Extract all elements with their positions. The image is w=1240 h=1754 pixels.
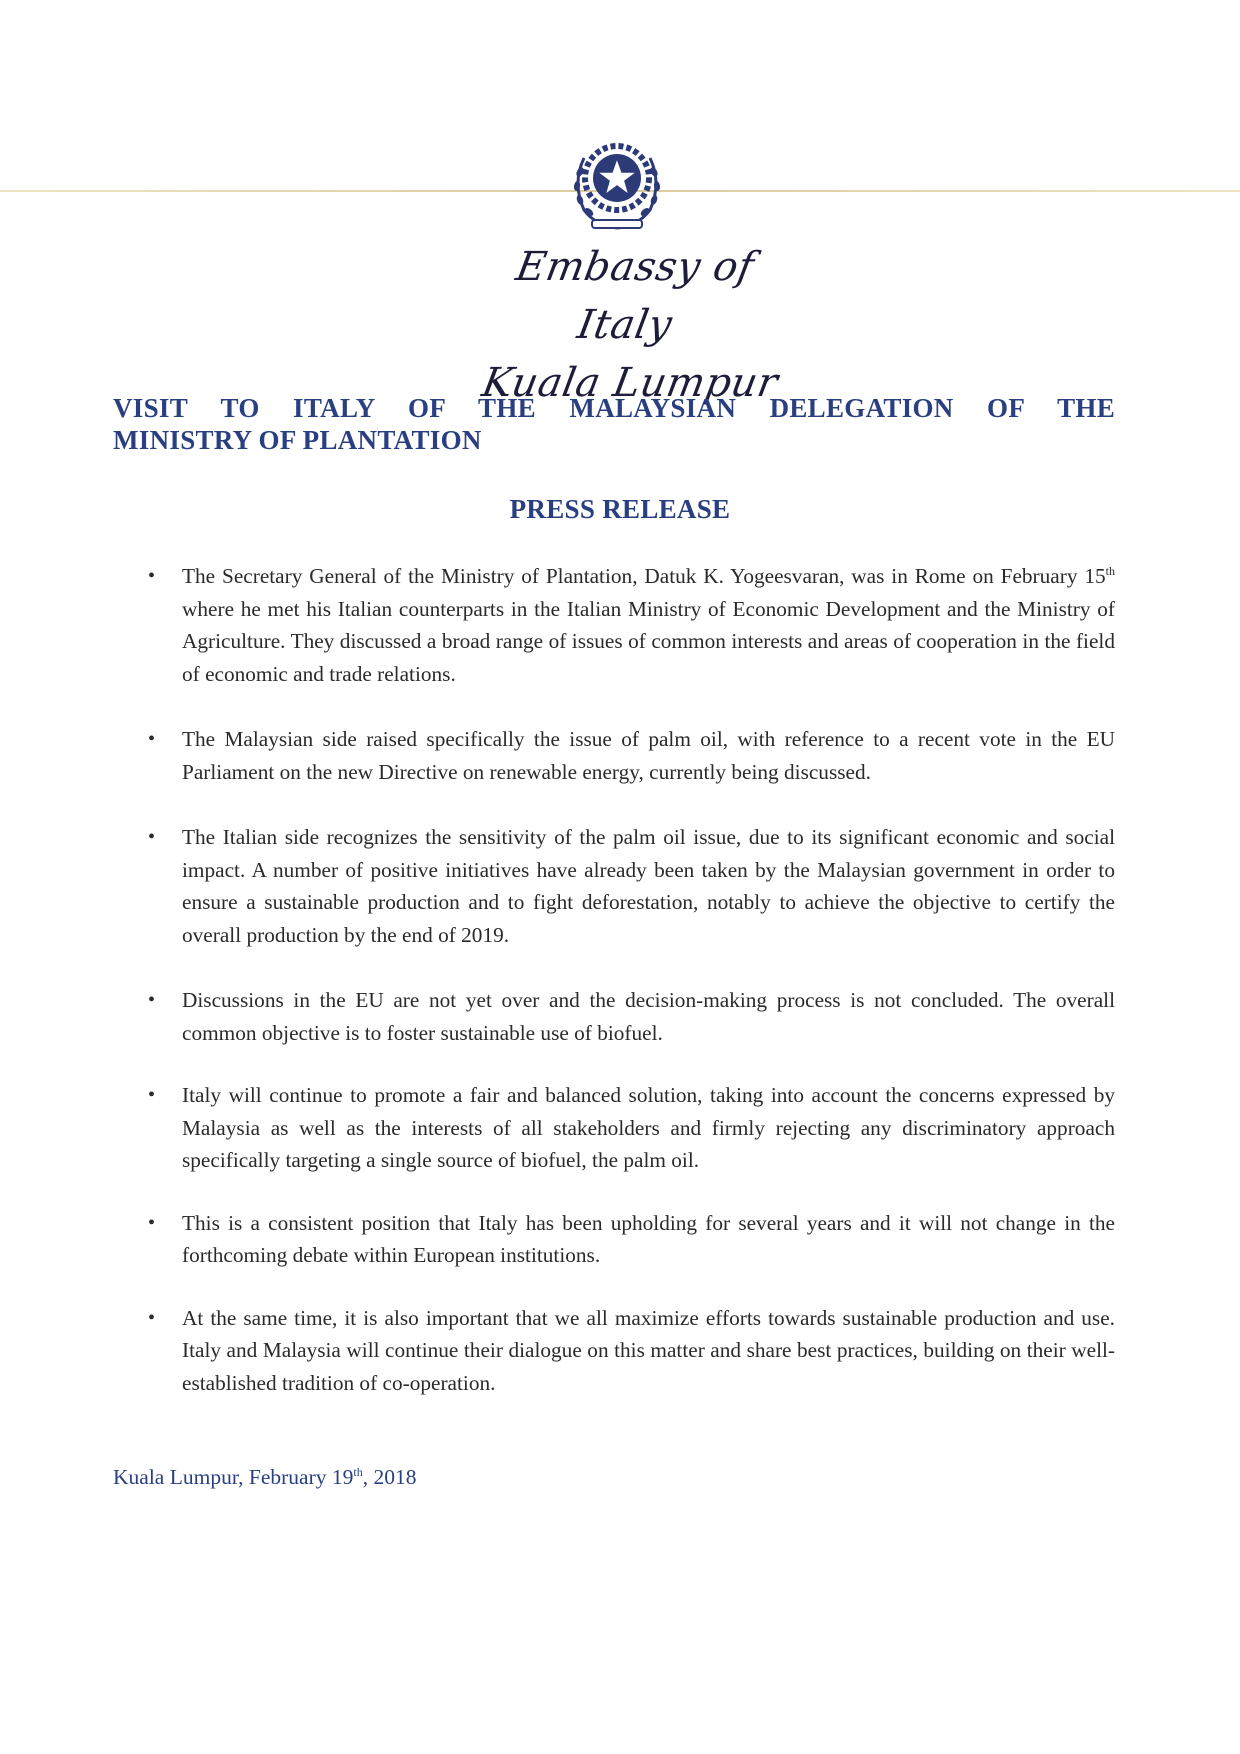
title-line-1: VISIT TO ITALY OF THE MALAYSIAN DELEGATION OF THE: [113, 393, 1115, 423]
bullet-item: • The Italian side recognizes the sensitivity of the palm oil issue, due to its significant economic and social impact. A number of positive initiatives have already been taken by the Malaysian government in order to ensure a sustainable production and to fight deforestation, notably to achieve the objective to certify the overall production by the end of 2019.: [140, 821, 1115, 951]
italian-republic-emblem-icon: [562, 128, 672, 236]
bullet-item: • At the same time, it is also important that we all maximize efforts towards sustainable production and use. Italy and Malaysia will continue their dialogue on this matter and share best practices, building on their well-established tradition of co-operation.: [140, 1302, 1115, 1400]
letterhead-line-1: Embassy of Italy: [512, 244, 758, 348]
document-title: [113, 392, 1115, 456]
press-release-heading: PRESS RELEASE: [509, 494, 731, 524]
bullet-dot-icon: •: [148, 826, 156, 848]
bullet-dot-icon: •: [148, 565, 156, 587]
embassy-letterhead: [470, 238, 790, 412]
bullet-item: • The Malaysian side raised specifically the issue of palm oil, with reference to a recent vote in the EU Parliament on the new Directive on renewable energy, currently being discussed.: [140, 723, 1115, 788]
bullet-item: • Italy will continue to promote a fair and balanced solution, taking into account the concerns expressed by Malaysia as well as the interests of all stakeholders and firmly rejecting any discriminatory approach specifically targeting a single source of biofuel, the palm oil.: [140, 1079, 1115, 1177]
bullet-dot-icon: •: [148, 1306, 156, 1329]
bullet-dot-icon: •: [148, 728, 156, 750]
bullet-dot-icon: •: [148, 1211, 156, 1234]
place-and-date: Kuala Lumpur, February 19th, 2018: [113, 1464, 417, 1489]
bullet-list: [140, 560, 1115, 1399]
bullet-item: • The Secretary General of the Ministry of Plantation, Datuk K. Yogeesvaran, was in Rome on February 15th where he met his Italian counterparts in the Italian Ministry of Economic Development and the Ministry of Agriculture. They discussed a broad range of issues of common interests and areas of cooperation in the field of economic and trade relations.: [140, 560, 1115, 690]
bullet-item: • Discussions in the EU are not yet over and the decision-making process is not concluded. The overall common objective is to foster sustainable use of biofuel.: [140, 984, 1115, 1049]
bullet-item: • This is a consistent position that Italy has been upholding for several years and it will not change in the forthcoming debate within European institutions.: [140, 1207, 1115, 1272]
bullet-dot-icon: •: [148, 989, 156, 1011]
bullet-dot-icon: •: [148, 1084, 156, 1106]
title-line-2: MINISTRY OF PLANTATION: [113, 425, 482, 455]
letterhead-line-2: Kuala Lumpur: [478, 360, 782, 406]
